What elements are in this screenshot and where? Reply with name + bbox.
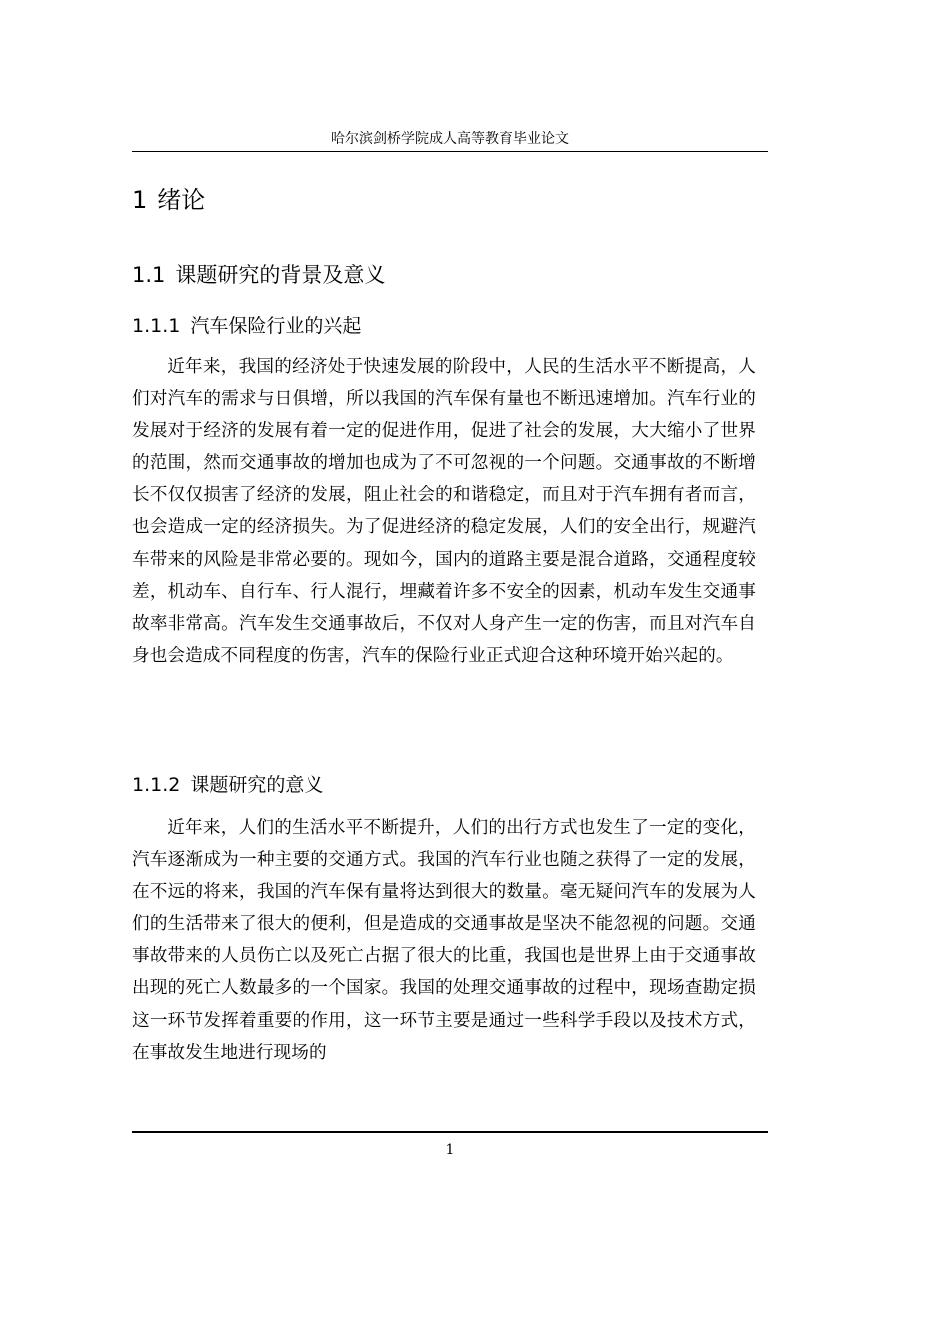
chapter-title: 绪论 [157, 186, 206, 214]
header-divider [132, 151, 768, 152]
running-header: 哈尔滨剑桥学院成人高等教育毕业论文 [331, 131, 569, 147]
body-paragraph-2: 近年来，人们的生活水平不断提升，人们的出行方式也发生了一定的变化，汽车逐渐成为一种主要的交通方式。我国的汽车行业也随之获得了一定的发展，在不远的将来，我国的汽车保有量将达到很大的数量。毫无疑问汽车的发展为人们的生活带来了很大的便利，但是造成的交通事故是坚决不能忽视的问题。交通事故带来的人员伤亡以及死亡占据了很大的比重，我国也是世界上由于交通事故出现的死亡人数最多的一个国家。我国的处理交通事故的过程中，现场查勘定损这一环节发挥着重要的作用，这一环节主要是通过一些科学手段以及技术方式，在事故发生地进行现场的 [132, 818, 756, 1063]
chapter-heading [132, 184, 205, 216]
subsection-heading-2 [132, 771, 323, 799]
subsection-number: 1.1.2 [132, 774, 181, 796]
subsection-number: 1.1.1 [132, 315, 181, 337]
section-heading [132, 260, 385, 290]
footer-divider [132, 1131, 768, 1133]
chapter-number: 1 [132, 186, 148, 214]
section-title: 课题研究的背景及意义 [175, 263, 386, 287]
subsection-title: 汽车保险行业的兴起 [190, 315, 362, 337]
page-number: 1 [445, 1142, 455, 1158]
body-paragraph-1: 近年来，我国的经济处于快速发展的阶段中，人民的生活水平不断提高，人们对汽车的需求与日俱增，所以我国的汽车保有量也不断迅速增加。汽车行业的发展对于经济的发展有着一定的促进作用，促进了社会的发展，大大缩小了世界的范围，然而交通事故的增加也成为了不可忽视的一个问题。交通事故的不断增长不仅仅损害了经济的发展，阻止社会的和谐稳定，而且对于汽车拥有者而言，也会造成一定的经济损失。为了促进经济的稳定发展，人们的安全出行，规避汽车带来的风险是非常必要的。现如今，国内的道路主要是混合道路，交通程度较差，机动车、自行车、行人混行，埋藏着许多不安全的因素，机动车发生交通事故率非常高。汽车发生交通事故后，不仅对人身产生一定的伤害，而且对汽车自身也会造成不同程度的伤害，汽车的保险行业正式迎合这种环境开始兴起的。 [132, 357, 756, 666]
subsection-heading-1 [132, 312, 361, 340]
section-number: 1.1 [132, 263, 166, 287]
subsection-title: 课题研究的意义 [190, 774, 324, 796]
